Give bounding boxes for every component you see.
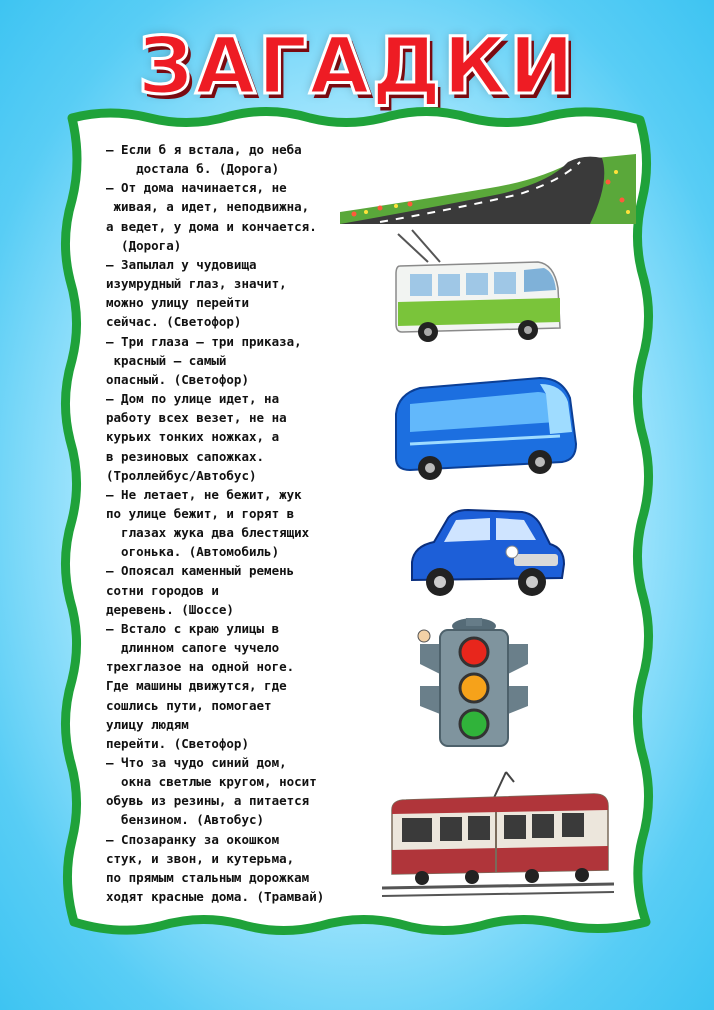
riddle-line: — Если б я встала, до неба [106,142,302,157]
riddle-line: стук, и звон, и кутерьма, [106,850,295,866]
riddle-line: живая, а идет, неподвижна, [106,199,310,215]
riddle-line: красный — самый [106,352,227,368]
riddle-line: изумрудный глаз, значит, [106,276,287,292]
tram-image [382,770,614,900]
riddle-line: — Встало с краю улицы в [106,620,280,636]
riddle-line: ходят красные дома. (Трамвай) [106,889,325,905]
riddle-line: деревень. (Шоссе) [106,601,234,617]
riddle-line: — От дома начинается, не [106,180,287,196]
riddle-line: — Что за чудо синий дом, [106,755,287,770]
riddle-line: перейти. (Светофор) [106,735,249,751]
riddle-line: сотни городов и [106,582,219,598]
riddle-line: — Спозаранку за окошком [106,831,280,847]
riddle-line: достала б. (Дорога) [106,161,280,177]
riddle-line: трехглазое на одной ноге. [106,659,295,675]
riddle-line: работу всех везет, не на [106,410,287,426]
riddle-line: сейчас. (Светофор) [106,314,242,330]
riddle-line: курьих тонких ножках, а [106,429,280,445]
riddle-line: опасный. (Светофор) [106,371,249,387]
bus-image [390,374,586,486]
riddle-line: по улице бежит, и горят в [106,505,295,521]
riddle-line: (Троллейбус/Автобус) [106,467,257,483]
road-image [340,142,636,224]
riddle-line: — Три глаза — три приказа, [106,333,302,349]
content-panel [78,130,643,915]
page-title: ЗАГАДКИ [137,22,577,112]
traffic-light-image [412,614,536,750]
riddle-line: Где машины движутся, где [106,678,287,694]
riddle-line: — Запылал у чудовища [106,256,257,272]
riddle-line: окна светлые кругом, носит [106,774,317,790]
car-image [404,506,570,602]
riddle-line: сошлись пути, помогает [106,697,272,713]
riddle-line: — Не летает, не бежит, жук [106,486,302,502]
riddle-line: длинном сапоге чучело [106,640,280,656]
riddle-line: огонька. (Автомобиль) [106,544,280,560]
riddle-line: — Опоясал каменный ремень [106,563,295,579]
riddles-text [106,140,356,906]
riddle-line: — Дом по улице идет, на [106,391,280,407]
riddle-line: в резиновых сапожках. [106,448,265,464]
riddle-line: (Дорога) [106,237,182,253]
riddle-line: можно улицу перейти [106,295,249,311]
riddle-line: бензином. (Автобус) [106,812,265,828]
riddle-line: а ведет, у дома и кончается. [106,218,317,234]
riddle-line: глазах жука два блестящих [106,525,310,541]
riddle-line: обувь из резины, а питается [106,793,310,809]
riddle-line: по прямым стальным дорожкам [106,869,310,885]
trolleybus-image [388,228,568,346]
riddle-line: улицу людям [106,716,189,732]
